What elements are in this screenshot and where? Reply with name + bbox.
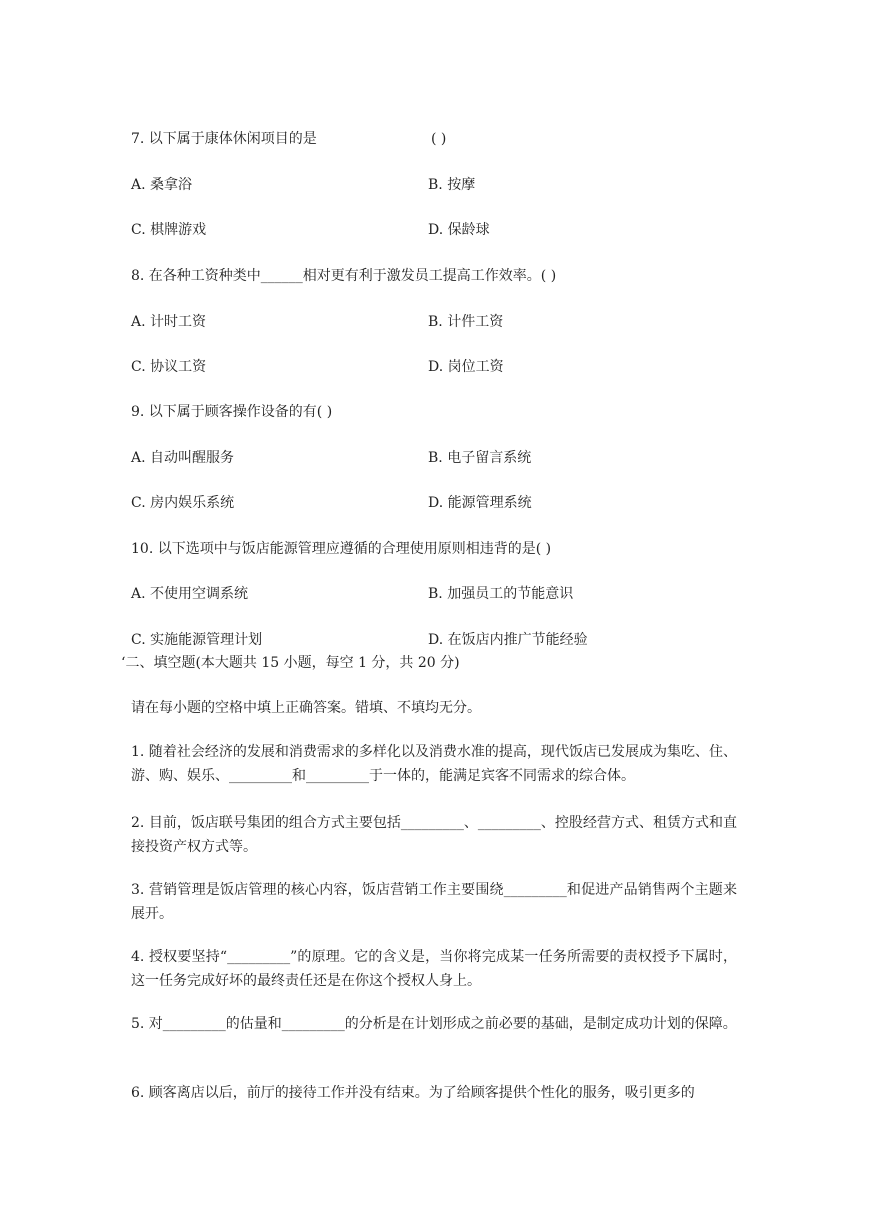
question-8-option-b: B. 计件工资 <box>428 314 504 330</box>
fill-blank-item-4: 4. 授权要坚持“_________”的原理。它的含义是，当你将完成某一任务所需要的责权授予下属时，这一任务完成好坏的最终责任还是在你这个授权人身上。 <box>131 949 737 989</box>
question-7-option-a: A. 桑拿浴 <box>131 177 193 193</box>
question-10-option-d: D. 在饭店内推广节能经验 <box>428 632 588 648</box>
question-8-option-a: A. 计时工资 <box>131 314 207 330</box>
fill-blank-item-5: 5. 对_________的估量和_________的分析是在计划形成之前必要的基础，是制定成功计划的保障。 <box>131 1016 737 1032</box>
question-8-option-d: D. 岗位工资 <box>428 359 504 375</box>
fill-blank-item-2: 2. 目前，饭店联号集团的组合方式主要包括_________、_________、控股经营方式、租赁方式和直接投资产权方式等。 <box>131 815 737 855</box>
question-9-option-d: D. 能源管理系统 <box>428 495 532 511</box>
question-7-answer-bracket: ( ) <box>431 131 447 147</box>
section-2-instruction: 请在每小题的空格中填上正确答案。错填、不填均无分。 <box>131 700 481 716</box>
question-9-stem: 9. 以下属于顾客操作设备的有( ) <box>131 404 333 420</box>
question-7-option-d: D. 保龄球 <box>428 222 490 238</box>
question-10-option-b: B. 加强员工的节能意识 <box>428 586 574 602</box>
question-7-option-c: C. 棋牌游戏 <box>131 222 207 238</box>
question-7-stem: 7. 以下属于康体休闲项目的是 <box>131 131 317 147</box>
fill-blank-item-1: 1. 随着社会经济的发展和消费需求的多样化以及消费水准的提高，现代饭店已发展成为集吃、住、游、购、娱乐、_________和_________于一体的，能满足宾客不同需求的综合体。 <box>131 744 737 784</box>
fill-blank-item-6: 6. 顾客离店以后，前厅的接待工作并没有结束。为了给顾客提供个性化的服务，吸引更多的 <box>131 1085 695 1101</box>
question-9-option-b: B. 电子留言系统 <box>428 450 532 466</box>
fill-blank-item-3: 3. 营销管理是饭店管理的核心内容，饭店营销工作主要围绕_________和促进产品销售两个主题来展开。 <box>131 882 737 922</box>
question-9-option-c: C. 房内娱乐系统 <box>131 495 235 511</box>
question-10-option-c: C. 实施能源管理计划 <box>131 632 263 648</box>
question-8-option-c: C. 协议工资 <box>131 359 207 375</box>
question-10-stem: 10. 以下选项中与饭店能源管理应遵循的合理使用原则相违背的是( ) <box>131 541 552 557</box>
question-8-stem: 8. 在各种工资种类中______相对更有利于激发员工提高工作效率。( ) <box>131 268 557 284</box>
question-9-option-a: A. 自动叫醒服务 <box>131 450 235 466</box>
question-10-option-a: A. 不使用空调系统 <box>131 586 249 602</box>
section-2-title: ‘二、填空题(本大题共 15 小题，每空 1 分，共 20 分) <box>121 655 460 671</box>
question-7-option-b: B. 按摩 <box>428 177 476 193</box>
